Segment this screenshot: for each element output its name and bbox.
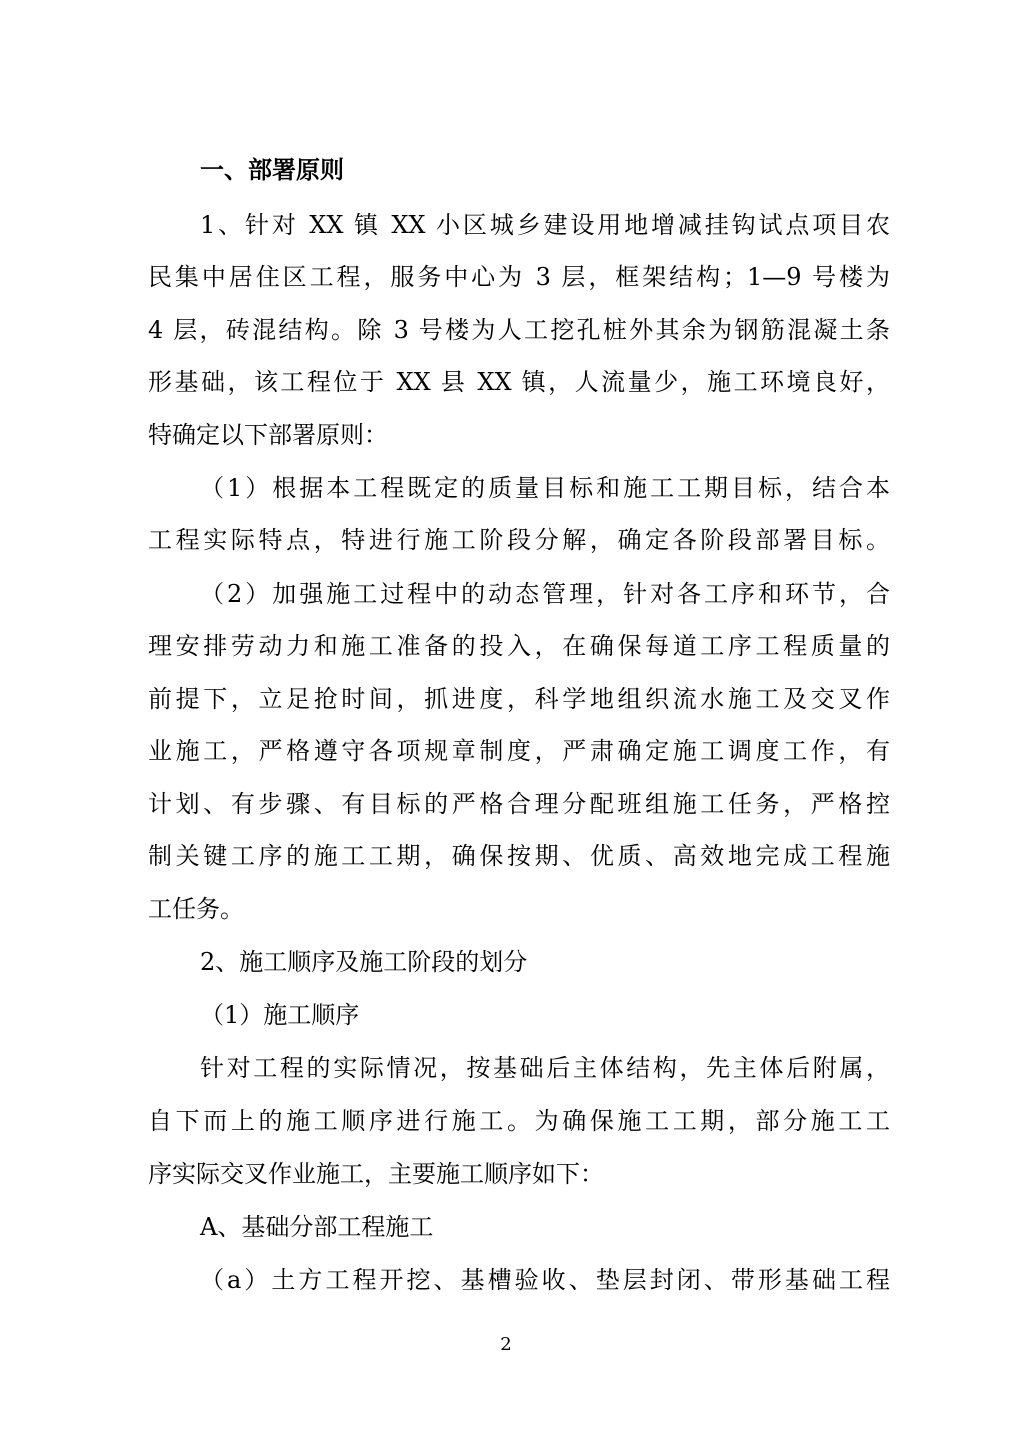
- paragraph-line: （1）根据本工程既定的质量目标和施工工期目标，结合本: [200, 474, 890, 502]
- paragraph-line: 工程实际特点，特进行施工阶段分解，确定各阶段部署目标。: [148, 526, 890, 554]
- paragraph-line: 自下而上的施工顺序进行施工。为确保施工工期，部分施工工: [148, 1107, 890, 1135]
- paragraph-line: （a）土方工程开挖、基槽验收、垫层封闭、带形基础工程: [200, 1266, 890, 1294]
- page-number: 2: [500, 1334, 512, 1355]
- paragraph-line: A、基础分部工程施工: [200, 1213, 434, 1241]
- paragraph-line: 1、针对 XX 镇 XX 小区城乡建设用地增减挂钩试点项目农: [200, 211, 890, 239]
- paragraph-line: 4 层，砖混结构。除 3 号楼为人工挖孔桩外其余为钢筋混凝土条: [148, 316, 890, 344]
- paragraph-line: 针对工程的实际情况，按基础后主体结构，先主体后附属，: [200, 1054, 890, 1082]
- paragraph-line: 工任务。: [148, 895, 244, 923]
- paragraph-line: （1）施工顺序: [200, 1001, 360, 1029]
- paragraph-line: 计划、有步骤、有目标的严格合理分配班组施工任务，严格控: [148, 790, 890, 818]
- paragraph-line: 序实际交叉作业施工，主要施工顺序如下：: [148, 1160, 604, 1188]
- paragraph-line: 形基础，该工程位于 XX 县 XX 镇，人流量少，施工环境良好，: [148, 368, 890, 396]
- paragraph-line: 制关键工序的施工工期，确保按期、优质、高效地完成工程施: [148, 842, 890, 870]
- paragraph-line: 民集中居住区工程，服务中心为 3 层，框架结构；1—9 号楼为: [148, 263, 890, 291]
- section-heading: 一、部署原则: [200, 156, 344, 184]
- paragraph-line: 前提下，立足抢时间，抓进度，科学地组织流水施工及交叉作: [148, 685, 890, 713]
- paragraph-line: 理安排劳动力和施工准备的投入，在确保每道工序工程质量的: [148, 632, 890, 660]
- paragraph-line: 2、施工顺序及施工阶段的划分: [200, 948, 528, 976]
- paragraph-line: 特确定以下部署原则：: [148, 421, 388, 449]
- paragraph-line: （2）加强施工过程中的动态管理，针对各工序和环节，合: [200, 580, 890, 608]
- paragraph-line: 业施工，严格遵守各项规章制度，严肃确定施工调度工作，有: [148, 737, 890, 765]
